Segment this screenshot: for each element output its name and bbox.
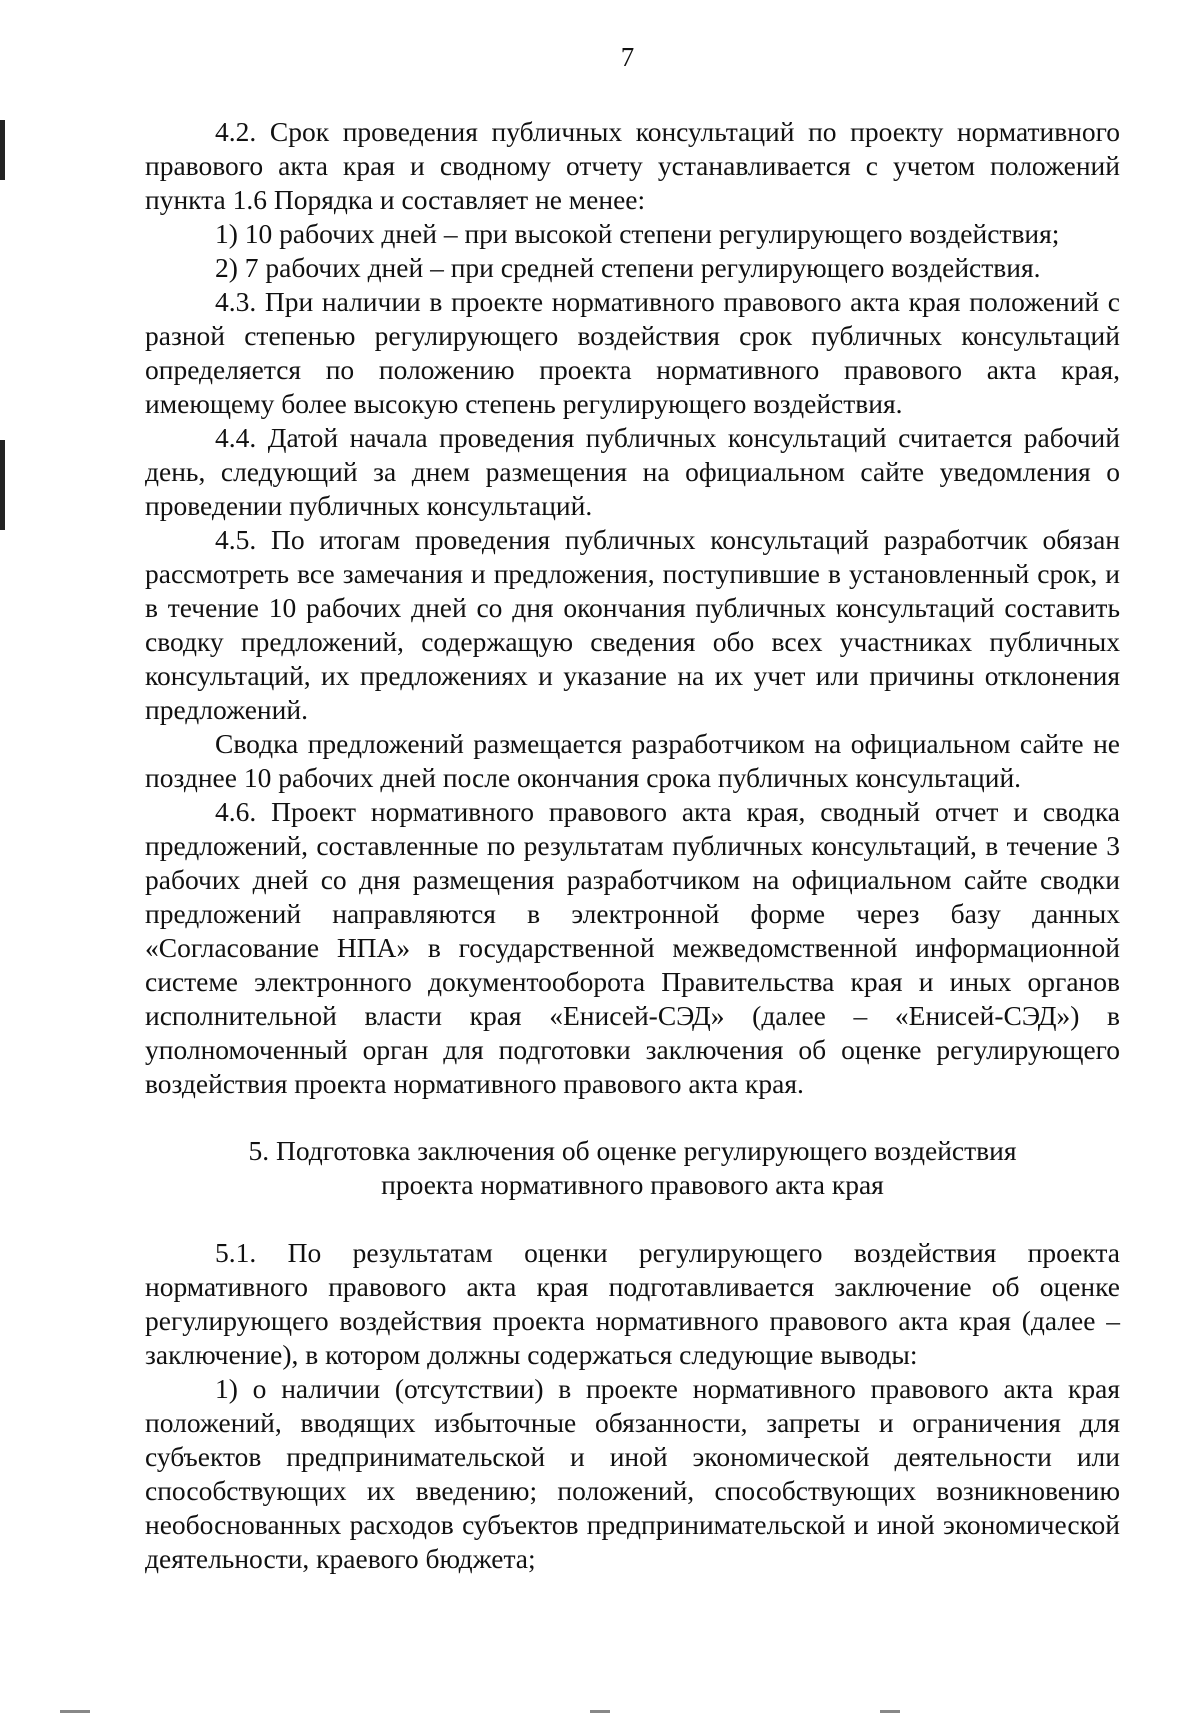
scan-edge-mark — [0, 440, 5, 530]
paragraph-4-2: 4.2. Срок проведения публичных консультаций по проекту нормативного правового акта края и сводному отчету устанавливается с учетом положений пункта 1.6 Порядка и составляет не менее: — [145, 116, 1120, 215]
scan-bottom-mark — [590, 1710, 610, 1713]
paragraph-5-1-item-1: 1) о наличии (отсутствии) в проекте нормативного правового акта края положений, вводящих избыточные обязанности, запреты и ограничения для субъектов предпринимательской и иной экономической деятельности или способствующих их введению; положений, способствующих возникновению необоснованных расходов субъектов предпринимательской и иной экономической деятельности, краевого бюджета; — [145, 1373, 1120, 1574]
section-heading-line-2: проекта нормативного правового акта края — [381, 1169, 884, 1200]
paragraph-4-3: 4.3. При наличии в проекте нормативного правового акта края положений с разной степенью регулирующего воздействия срок публичных консультаций определяется по положению проекта нормативного правового акта края, имеющему более высокую степень регулирующего воздействия. — [145, 286, 1120, 419]
scan-bottom-mark — [880, 1710, 900, 1713]
scan-bottom-mark — [60, 1710, 90, 1713]
paragraph-4-5: 4.5. По итогам проведения публичных консультаций разработчик обязан рассмотреть все замечания и предложения, поступившие в установленный срок, и в течение 10 рабочих дней со дня окончания публичных консультаций составить сводку предложений, содержащую сведения обо всех участниках публичных консультаций, их предложениях и указание на их учет или причины отклонения предложений. — [145, 524, 1120, 725]
section-heading-line-1: 5. Подготовка заключения об оценке регулирующего воздействия — [248, 1135, 1017, 1166]
document-body — [145, 115, 1120, 1576]
page-number: 7 — [620, 42, 635, 72]
paragraph-4-4: 4.4. Датой начала проведения публичных консультаций считается рабочий день, следующий за днем размещения на официальном сайте уведомления о проведении публичных консультаций. — [145, 422, 1120, 521]
scan-edge-mark — [0, 120, 5, 180]
section-5-heading — [145, 1134, 1120, 1202]
paragraph-summary-placement: Сводка предложений размещается разработчиком на официальном сайте не позднее 10 рабочих дней после окончания срока публичных консультаций. — [145, 728, 1120, 793]
paragraph-4-2-item-1: 1) 10 рабочих дней – при высокой степени регулирующего воздействия; — [215, 218, 1060, 249]
paragraph-5-1: 5.1. По результатам оценки регулирующего воздействия проекта нормативного правового акта края подготавливается заключение об оценке регулирующего воздействия проекта нормативного правового акта края (далее – заключение), в котором должны содержаться следующие выводы: — [145, 1237, 1120, 1370]
paragraph-4-2-item-2: 2) 7 рабочих дней – при средней степени регулирующего воздействия. — [215, 252, 1041, 283]
paragraph-4-6: 4.6. Проект нормативного правового акта края, сводный отчет и сводка предложений, составленные по результатам публичных консультаций, в течение 3 рабочих дней со дня размещения разработчиком на официальном сайте сводки предложений направляются в электронной форме через базу данных «Согласование НПА» в государственной межведомственной информационной системе электронного документооборота Правительства края и иных органов исполнительной власти края «Енисей-СЭД» (далее – «Енисей-СЭД») в уполномоченный орган для подготовки заключения об оценке регулирующего воздействия проекта нормативного правового акта края. — [145, 796, 1120, 1099]
